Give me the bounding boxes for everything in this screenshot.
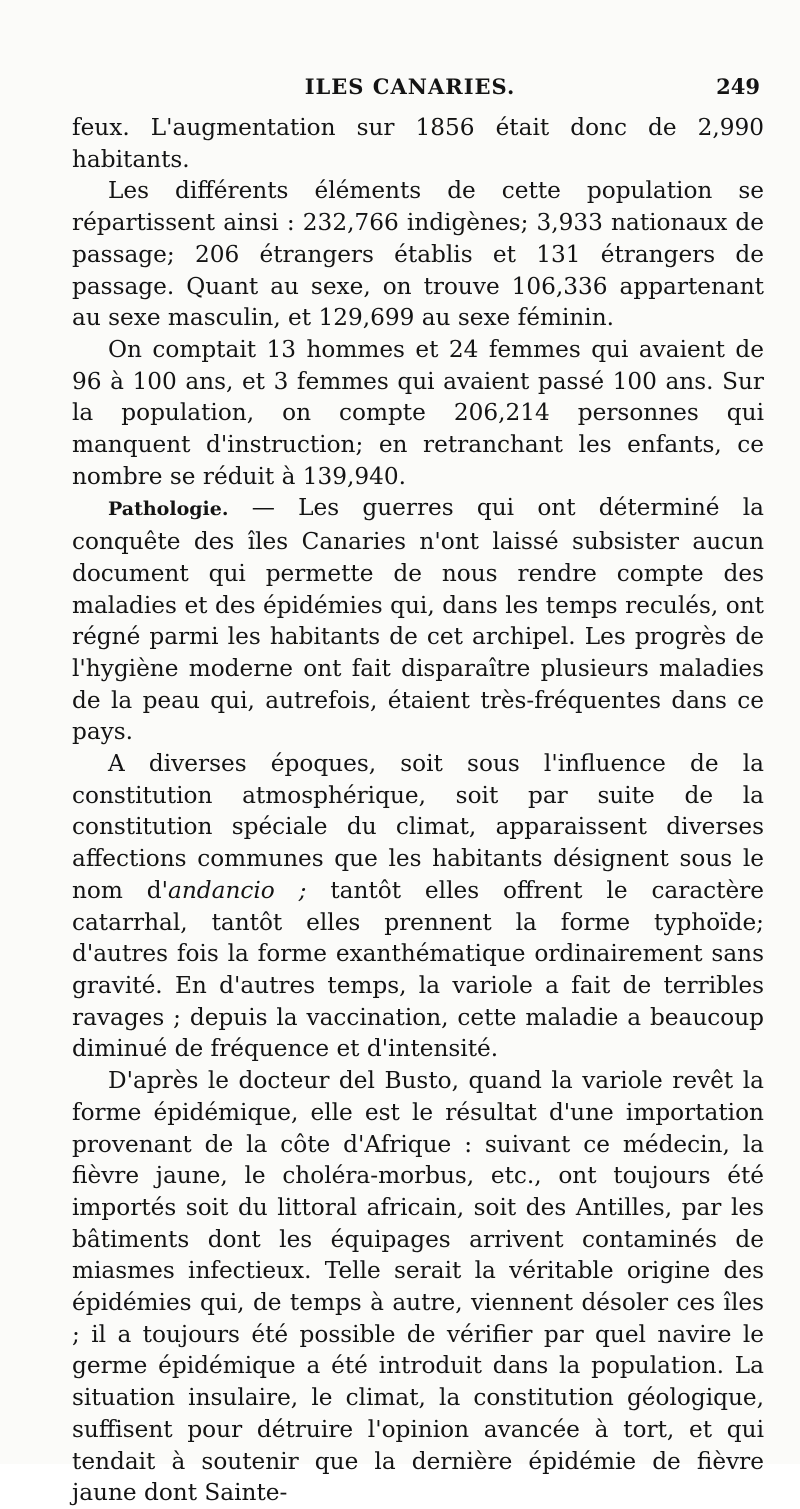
section-heading-pathologie: Pathologie. — [108, 498, 229, 521]
paragraph-continuation: feux. L'augmentation sur 1856 était donc de 2,990 habitants. — [72, 114, 764, 173]
paragraph-pathologie — [72, 492, 764, 748]
paragraph-population-elements: Les différents éléments de cette population se répartissent ainsi : 232,766 indigènes; 3,933 nationaux de passage; 206 étrangers établis et 131 étrangers de passage. Quant au sexe, on trouve 106,336 appartenant au sexe masculin, et 129,699 au sexe féminin. — [72, 177, 764, 332]
paragraph-del-busto: D'après le docteur del Busto, quand la variole revêt la forme épidémique, elle est le résultat d'une importation provenant de la côte d'Afrique : suivant ce médecin, la fièvre jaune, le choléra-morbus, etc., ont toujours été importés soit du littoral africain, soit des Antilles, par les bâtiments dont les équipages arrivent contaminés de miasmes infectieux. Telle serait la véritable origine des épidémies qui, de temps à autre, viennent désoler ces îles ; il a toujours été possible de vérifier par quel navire le germe épidémique a été introduit dans la population. La situation insulaire, le climat, la constitution géologique, suffisent pour détruire l'opinion avancée à tort, et qui tendait à soutenir que la dernière épidémie de fièvre jaune dont Sainte- — [72, 1067, 764, 1507]
paragraph-andancio — [72, 748, 764, 1065]
italic-term-andancio: andancio ; — [168, 876, 307, 904]
paragraph-andancio-text-before: A diverses époques, soit sous l'influence de la constitution atmosphérique, soit par suite de la constitution spéciale du climat, apparaissent diverses affections communes que les habitants désignent sous le nom d' — [72, 750, 764, 904]
running-title: ILES CANARIES. — [304, 74, 516, 99]
body-text — [72, 112, 764, 1509]
page-number: 249 — [716, 74, 760, 99]
paragraph-andancio-text-after: tantôt elles offrent le caractère catarrhal, tantôt elles prennent la forme typhoïde; d'autres fois la forme exanthématique ordinairement sans gravité. En d'autres temps, la variole a fait de terribles ravages ; depuis la vaccination, cette maladie a beaucoup diminué de fréquence et d'intensité. — [72, 876, 764, 1063]
paragraph-ages-instruction: On comptait 13 hommes et 24 femmes qui avaient de 96 à 100 ans, et 3 femmes qui avaient passé 100 ans. Sur la population, on compte 206,214 personnes qui manquent d'instruction; en retranchant les enfants, ce nombre se réduit à 139,940. — [72, 335, 764, 490]
paragraph-pathologie-text: — Les guerres qui ont déterminé la conquête des îles Canaries n'ont laissé subsister aucun document qui permette de nous rendre compte des maladies et des épidémies qui, dans les temps reculés, ont régné parmi les habitants de cet archipel. Les progrès de l'hygiène moderne ont fait disparaître plusieurs maladies de la peau qui, autrefois, étaient très-fréquentes dans ce pays. — [72, 494, 764, 746]
page-header — [60, 70, 760, 106]
